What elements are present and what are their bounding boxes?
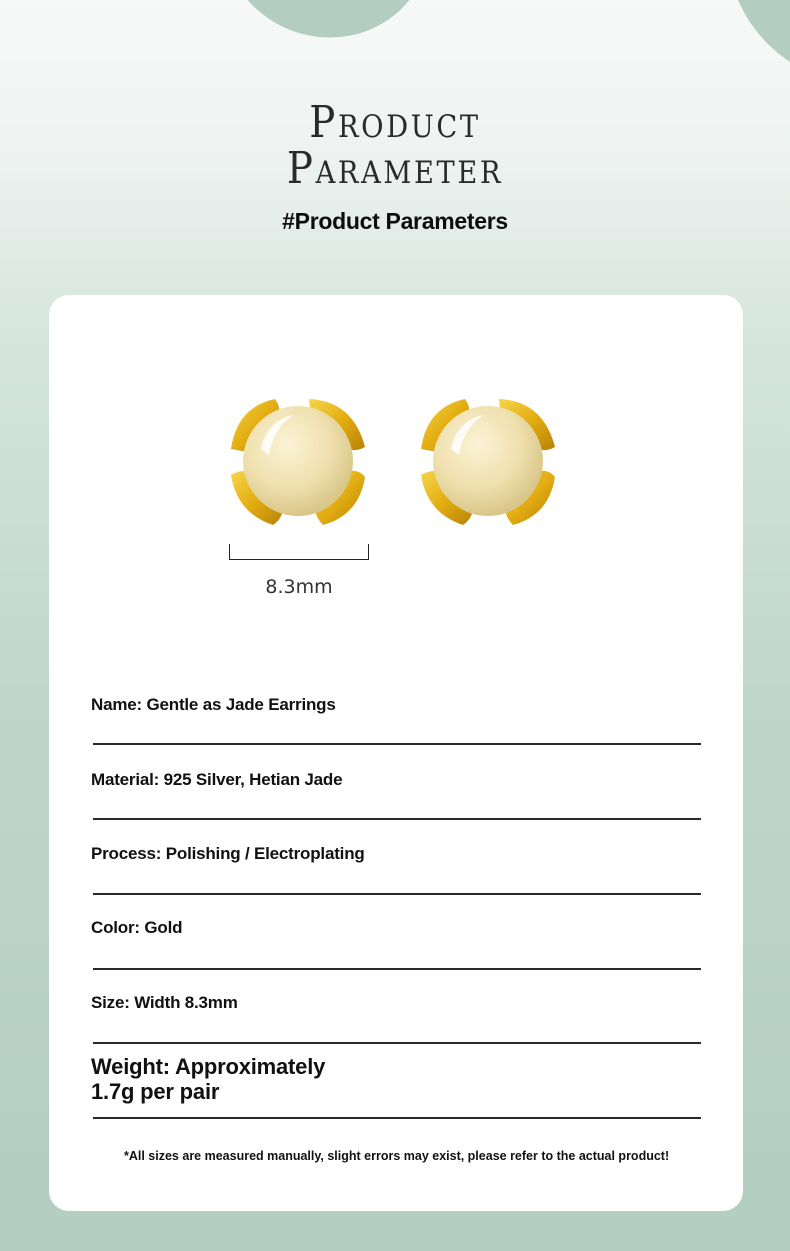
divider bbox=[93, 1042, 701, 1044]
earring-image-left bbox=[227, 389, 369, 531]
param-weight-line-2: 1.7g per pair bbox=[91, 1079, 220, 1104]
param-name: Name: Gentle as Jade Earrings bbox=[91, 695, 336, 714]
divider bbox=[93, 818, 701, 820]
param-weight bbox=[91, 1054, 711, 1104]
param-weight-line-1: Weight: Approximately bbox=[91, 1054, 326, 1079]
decorative-blob-right bbox=[681, 0, 790, 72]
decorative-blob-top bbox=[209, 0, 445, 52]
title-line-2: Parameter bbox=[286, 143, 504, 194]
title-line-1: Product bbox=[309, 97, 481, 148]
divider bbox=[93, 1117, 701, 1119]
measurement-disclaimer: *All sizes are measured manually, slight errors may exist, please refer to the actual product! bbox=[124, 1149, 670, 1163]
param-material: Material: 925 Silver, Hetian Jade bbox=[91, 770, 343, 789]
divider bbox=[93, 893, 701, 895]
param-process: Process: Polishing / Electroplating bbox=[91, 844, 365, 863]
divider bbox=[93, 968, 701, 970]
param-size: Size: Width 8.3mm bbox=[91, 993, 238, 1012]
param-color: Color: Gold bbox=[91, 918, 183, 937]
parameter-card bbox=[49, 295, 743, 1211]
size-scale-label: 8.3mm bbox=[265, 576, 333, 598]
size-scale-bar bbox=[229, 544, 369, 560]
divider bbox=[93, 743, 701, 745]
earring-image-right bbox=[417, 389, 559, 531]
page-title bbox=[0, 97, 790, 194]
page-subtitle: #Product Parameters bbox=[282, 208, 508, 234]
